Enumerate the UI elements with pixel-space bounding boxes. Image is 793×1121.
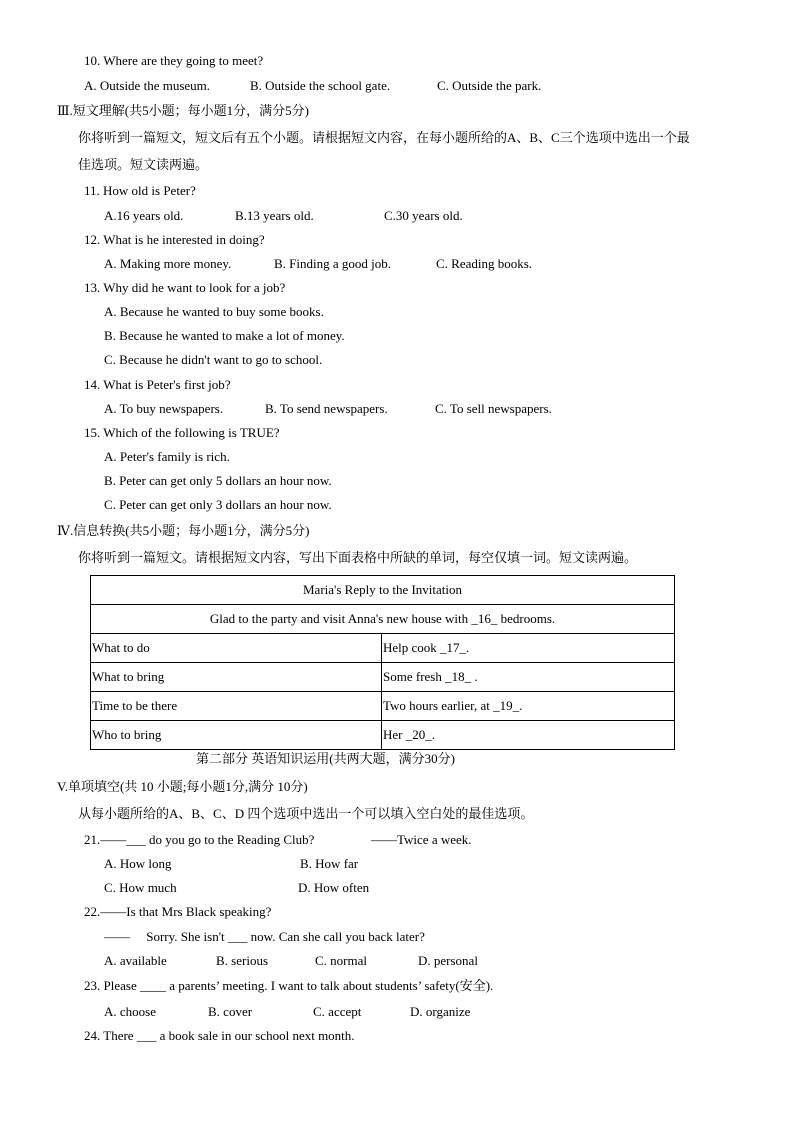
table-row — [91, 634, 675, 663]
table-row — [91, 663, 675, 692]
q13-question: 13. Why did he want to look for a job? — [84, 280, 286, 295]
q23-option-a[interactable]: A. choose — [104, 1004, 156, 1019]
q15-question: 15. Which of the following is TRUE? — [84, 425, 280, 440]
q23-question: 23. Please ____ a parents’ meeting. I want to talk about students’ safety(安全). — [84, 978, 494, 993]
row-value: Some fresh _18_ . — [382, 663, 675, 692]
q21-answer: ——Twice a week. — [371, 832, 472, 847]
table-title: Maria's Reply to the Invitation — [91, 576, 675, 605]
section4-instruction: 你将听到一篇短文。请根据短文内容，写出下面表格中所缺的单词，每空仅填一词。短文读两遍。 — [78, 550, 638, 565]
q10-option-a[interactable]: A. Outside the museum. — [84, 78, 211, 93]
q11-question: 11. How old is Peter? — [84, 183, 196, 198]
q12-option-a[interactable]: A. Making more money. — [104, 256, 232, 271]
q22-reply: —— Sorry. She isn't ___ now. Can she call you back later? — [104, 929, 425, 944]
q21-option-b[interactable]: B. How far — [300, 856, 359, 871]
section3-instruction-line1: 你将听到一篇短文，短文后有五个小题。请根据短文内容，在每小题所给的A、B、C三个选项中选出一个最 — [78, 130, 690, 145]
q22-option-a[interactable]: A. available — [104, 953, 167, 968]
row-label: Who to bring — [91, 721, 382, 750]
table-subtitle: Glad to the party and visit Anna's new house with _16_ bedrooms. — [91, 605, 675, 634]
row-value: Help cook _17_. — [382, 634, 675, 663]
q23-option-c[interactable]: C. accept — [313, 1004, 362, 1019]
q24-question: 24. There ___ a book sale in our school next month. — [84, 1028, 355, 1043]
q11-option-c[interactable]: C.30 years old. — [384, 208, 463, 223]
table-row — [91, 721, 675, 750]
row-label: What to bring — [91, 663, 382, 692]
section5-heading: V.单项填空(共 10 小题;每小题1分,满分 10分) — [57, 779, 308, 794]
q22-option-d[interactable]: D. personal — [418, 953, 478, 968]
q22-question: 22.——Is that Mrs Black speaking? — [84, 904, 272, 919]
row-label: What to do — [91, 634, 382, 663]
q15-option-c[interactable]: C. Peter can get only 3 dollars an hour now. — [104, 497, 332, 512]
q15-option-b[interactable]: B. Peter can get only 5 dollars an hour now. — [104, 473, 332, 488]
q12-option-c[interactable]: C. Reading books. — [436, 256, 533, 271]
q14-question: 14. What is Peter's first job? — [84, 377, 231, 392]
section5-instruction: 从每小题所给的A、B、C、D 四个选项中选出一个可以填入空白处的最佳选项。 — [78, 806, 534, 821]
info-table — [90, 575, 675, 750]
q14-option-b[interactable]: B. To send newspapers. — [265, 401, 388, 416]
q10-question: 10. Where are they going to meet? — [84, 53, 264, 68]
q14-option-c[interactable]: C. To sell newspapers. — [435, 401, 552, 416]
q22-option-b[interactable]: B. serious — [216, 953, 268, 968]
q23-option-d[interactable]: D. organize — [410, 1004, 471, 1019]
q13-option-c[interactable]: C. Because he didn't want to go to school. — [104, 352, 323, 367]
section3-instruction-line2: 佳选项。短文读两遍。 — [78, 157, 209, 172]
q10-option-b[interactable]: B. Outside the school gate. — [250, 78, 391, 93]
q15-option-a[interactable]: A. Peter's family is rich. — [104, 449, 230, 464]
q21-option-a[interactable]: A. How long — [104, 856, 172, 871]
q13-option-a[interactable]: A. Because he wanted to buy some books. — [104, 304, 324, 319]
q21-option-d[interactable]: D. How often — [298, 880, 370, 895]
q21-question: 21.——___ do you go to the Reading Club? — [84, 832, 315, 847]
q11-option-b[interactable]: B.13 years old. — [235, 208, 314, 223]
row-label: Time to be there — [91, 692, 382, 721]
part2-heading: 第二部分 英语知识运用(共两大题，满分30分) — [196, 751, 455, 766]
table-row — [91, 692, 675, 721]
q21-option-c[interactable]: C. How much — [104, 880, 177, 895]
row-value: Her _20_. — [382, 721, 675, 750]
q12-option-b[interactable]: B. Finding a good job. — [274, 256, 392, 271]
q14-option-a[interactable]: A. To buy newspapers. — [104, 401, 224, 416]
section3-heading: Ⅲ.短文理解(共5小题；每小题1分，满分5分) — [57, 103, 309, 118]
q11-option-a[interactable]: A.16 years old. — [104, 208, 184, 223]
row-value: Two hours earlier, at _19_. — [382, 692, 675, 721]
q10-option-c[interactable]: C. Outside the park. — [437, 78, 542, 93]
q22-option-c[interactable]: C. normal — [315, 953, 367, 968]
q12-question: 12. What is he interested in doing? — [84, 232, 265, 247]
section4-heading: Ⅳ.信息转换(共5小题；每小题1分，满分5分) — [57, 523, 310, 538]
q13-option-b[interactable]: B. Because he wanted to make a lot of money. — [104, 328, 345, 343]
q23-option-b[interactable]: B. cover — [208, 1004, 253, 1019]
